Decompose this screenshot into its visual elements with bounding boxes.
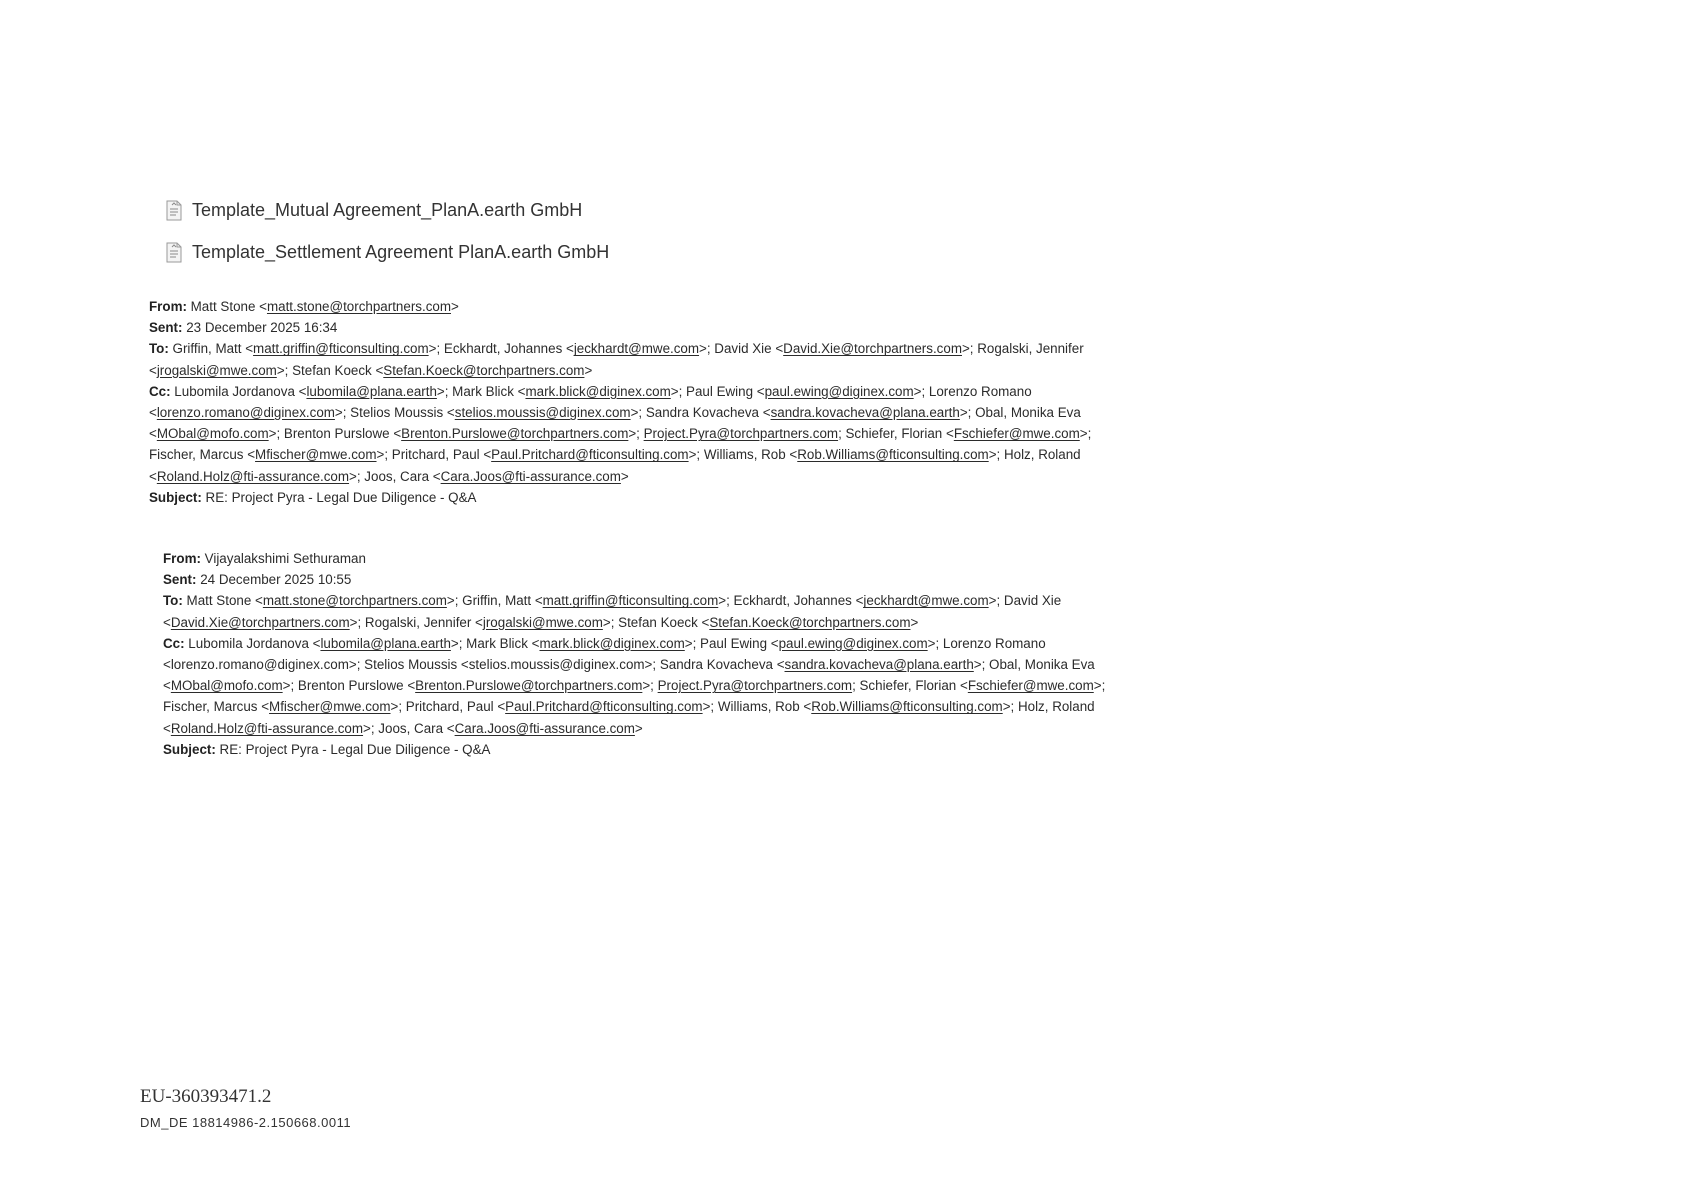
subject-value: RE: Project Pyra - Legal Due Diligence - Q&A — [215, 741, 491, 757]
header-text: >; Rogalski, Jennifer < — [149, 341, 1084, 378]
header-text: >; Holz, Roland < — [149, 447, 1081, 484]
document-id: EU-360393471.2 — [140, 1086, 272, 1107]
header-text: >; Brenton Purslowe < — [282, 678, 416, 694]
email-address-link[interactable]: Roland.Holz@fti-assurance.com — [170, 720, 364, 736]
header-text: > — [620, 468, 629, 484]
header-text: >; David Xie < — [163, 593, 1062, 630]
header-text: Griffin, Matt < — [168, 341, 254, 357]
from-label: From: — [149, 299, 187, 314]
to-label: To: — [163, 593, 183, 609]
from-label: From: — [163, 551, 201, 566]
email-address-link[interactable]: paul.ewing@diginex.com — [764, 383, 914, 399]
sent-value: 23 December 2025 16:34 — [182, 320, 338, 336]
header-text: >; David Xie < — [699, 341, 784, 357]
header-text: >; Fischer, Marcus < — [163, 678, 1106, 715]
header-text: ; Schiefer, Florian < — [852, 678, 968, 694]
to-line — [163, 590, 1133, 632]
email-address-link[interactable]: Fschiefer@mwe.com — [967, 678, 1094, 694]
email-address-link[interactable]: matt.stone@torchpartners.com — [266, 299, 451, 314]
cc-line — [163, 633, 1133, 739]
header-text: >; Paul Ewing < — [684, 635, 779, 651]
cc-value — [149, 384, 1091, 484]
header-text: >; Joos, Cara < — [349, 468, 441, 484]
sent-line — [149, 317, 1109, 338]
header-text: >; Mark Blick < — [436, 383, 526, 399]
email-address-link[interactable]: paul.ewing@diginex.com — [778, 635, 928, 651]
email-address-link[interactable]: Rob.Williams@fticonsulting.com — [811, 699, 1003, 715]
attachment-mutual-agreement[interactable] — [166, 196, 609, 224]
email-address-link[interactable]: stelios.moussis@diginex.com — [454, 405, 631, 421]
attachment-list — [166, 196, 609, 280]
header-text: >; Griffin, Matt < — [446, 593, 543, 609]
header-text: >; Stelios Moussis < — [334, 405, 455, 421]
header-text: >; Paul Ewing < — [670, 383, 765, 399]
email-address-link[interactable]: Roland.Holz@fti-assurance.com — [156, 468, 350, 484]
email-address-link[interactable]: Mfischer@mwe.com — [269, 699, 391, 715]
sent-line — [163, 569, 1133, 590]
attachment-settlement-agreement[interactable] — [166, 238, 609, 266]
to-label: To: — [149, 341, 169, 357]
header-text: >; Lorenzo Romano <lorenzo.romano@diginex.com>; Stelios Moussis <stelios.moussis@diginex.com>; Sandra Kovacheva < — [163, 635, 1046, 673]
email-address-link[interactable]: Paul.Pritchard@fticonsulting.com — [505, 699, 703, 715]
email-header-2 — [163, 548, 1133, 760]
from-value — [201, 551, 366, 566]
email-address-link[interactable]: jeckhardt@mwe.com — [573, 341, 700, 357]
cc-label: Cc: — [149, 383, 171, 399]
email-address-link[interactable]: jrogalski@mwe.com — [482, 614, 603, 630]
header-text: >; Joos, Cara < — [363, 720, 455, 736]
header-text: Matt Stone < — [186, 299, 267, 314]
header-text: >; Obal, Monika Eva < — [149, 405, 1081, 442]
to-value — [149, 341, 1084, 377]
email-address-link[interactable]: Fschiefer@mwe.com — [953, 426, 1080, 442]
email-address-link[interactable]: David.Xie@torchpartners.com — [170, 614, 350, 630]
email-address-link[interactable]: jrogalski@mwe.com — [156, 362, 277, 378]
email-address-link[interactable]: Brenton.Purslowe@torchpartners.com — [415, 678, 643, 694]
header-text: Lubomila Jordanova < — [184, 635, 321, 651]
email-address-link[interactable]: Rob.Williams@fticonsulting.com — [797, 447, 989, 463]
subject-label: Subject: — [163, 741, 216, 757]
email-address-link[interactable]: mark.blick@diginex.com — [525, 383, 671, 399]
email-address-link[interactable]: lubomila@plana.earth — [320, 635, 451, 651]
header-text: Vijayalakshimi Sethuraman — [200, 551, 366, 566]
header-text: >; Stefan Koeck < — [602, 614, 710, 630]
sent-label: Sent: — [163, 572, 197, 588]
email-address-link[interactable]: Cara.Joos@fti-assurance.com — [454, 720, 635, 736]
cc-label: Cc: — [163, 635, 185, 651]
email-address-link[interactable]: sandra.kovacheva@plana.earth — [770, 405, 960, 421]
header-text: >; Obal, Monika Eva < — [163, 657, 1095, 694]
header-text: >; Stefan Koeck < — [276, 362, 384, 378]
to-value — [163, 593, 1061, 629]
email-address-link[interactable]: MObal@mofo.com — [170, 678, 283, 694]
email-address-link[interactable]: Project.Pyra@torchpartners.com — [657, 678, 853, 694]
email-address-link[interactable]: Brenton.Purslowe@torchpartners.com — [401, 426, 629, 442]
dm-reference: DM_DE 18814986-2.150668.0011 — [140, 1115, 352, 1130]
email-address-link[interactable]: Cara.Joos@fti-assurance.com — [440, 468, 621, 484]
subject-line — [163, 739, 1133, 760]
header-text: > — [910, 614, 919, 630]
header-text: >; Sandra Kovacheva < — [630, 405, 771, 421]
header-text: >; Brenton Purslowe < — [268, 426, 402, 442]
email-address-link[interactable]: matt.griffin@fticonsulting.com — [542, 593, 719, 609]
subject-label: Subject: — [149, 489, 202, 505]
email-header-1 — [149, 296, 1109, 508]
email-address-link[interactable]: mark.blick@diginex.com — [539, 635, 685, 651]
attachment-name: Template_Settlement Agreement PlanA.earth GmbH — [192, 241, 610, 262]
header-text: >; Lorenzo Romano < — [149, 383, 1032, 421]
from-value — [187, 299, 459, 314]
document-icon — [166, 242, 182, 263]
from-line — [163, 548, 1133, 569]
header-text: ; Schiefer, Florian < — [838, 426, 954, 442]
header-text: >; Williams, Rob < — [688, 447, 798, 463]
header-text: >; Mark Blick < — [450, 635, 540, 651]
header-text: >; Williams, Rob < — [702, 699, 812, 715]
to-line — [149, 338, 1109, 380]
email-address-link[interactable]: matt.stone@torchpartners.com — [262, 593, 447, 609]
header-text: > — [451, 299, 459, 314]
header-text: >; Rogalski, Jennifer < — [349, 614, 483, 630]
header-text: >; Eckhardt, Johannes < — [428, 341, 574, 357]
header-text: >; — [642, 678, 658, 694]
email-address-link[interactable]: Stefan.Koeck@torchpartners.com — [383, 362, 585, 378]
header-text: >; Eckhardt, Johannes < — [718, 593, 864, 609]
document-icon — [166, 200, 182, 221]
email-address-link[interactable]: MObal@mofo.com — [156, 426, 269, 442]
header-text: > — [584, 362, 593, 378]
header-text: >; — [628, 426, 644, 442]
header-text: >; Pritchard, Paul < — [376, 447, 492, 463]
sent-value: 24 December 2025 10:55 — [196, 572, 352, 588]
email-address-link[interactable]: Stefan.Koeck@torchpartners.com — [709, 614, 911, 630]
from-line — [149, 296, 1109, 317]
email-address-link[interactable]: Project.Pyra@torchpartners.com — [643, 426, 839, 442]
email-address-link[interactable]: matt.griffin@fticonsulting.com — [253, 341, 429, 357]
email-address-link[interactable]: lubomila@plana.earth — [306, 383, 437, 399]
cc-value — [163, 636, 1105, 736]
header-text: >; Holz, Roland < — [163, 699, 1095, 736]
sent-label: Sent: — [149, 320, 183, 336]
subject-line — [149, 487, 1109, 508]
subject-value: RE: Project Pyra - Legal Due Diligence - Q&A — [201, 489, 477, 505]
header-text: >; Fischer, Marcus < — [149, 426, 1092, 463]
cc-line — [149, 381, 1109, 487]
header-text: >; Pritchard, Paul < — [390, 699, 506, 715]
email-address-link[interactable]: jeckhardt@mwe.com — [863, 593, 989, 609]
email-address-link[interactable]: lorenzo.romano@diginex.com — [156, 405, 335, 421]
header-text: Matt Stone < — [182, 593, 263, 609]
email-address-link[interactable]: sandra.kovacheva@plana.earth — [784, 657, 974, 673]
email-address-link[interactable]: Paul.Pritchard@fticonsulting.com — [491, 447, 689, 463]
header-text: Lubomila Jordanova < — [170, 383, 307, 399]
email-address-link[interactable]: David.Xie@torchpartners.com — [783, 341, 962, 357]
header-text: > — [634, 720, 643, 736]
email-address-link[interactable]: Mfischer@mwe.com — [255, 447, 377, 463]
attachment-name: Template_Mutual Agreement_PlanA.earth GmbH — [192, 199, 583, 220]
